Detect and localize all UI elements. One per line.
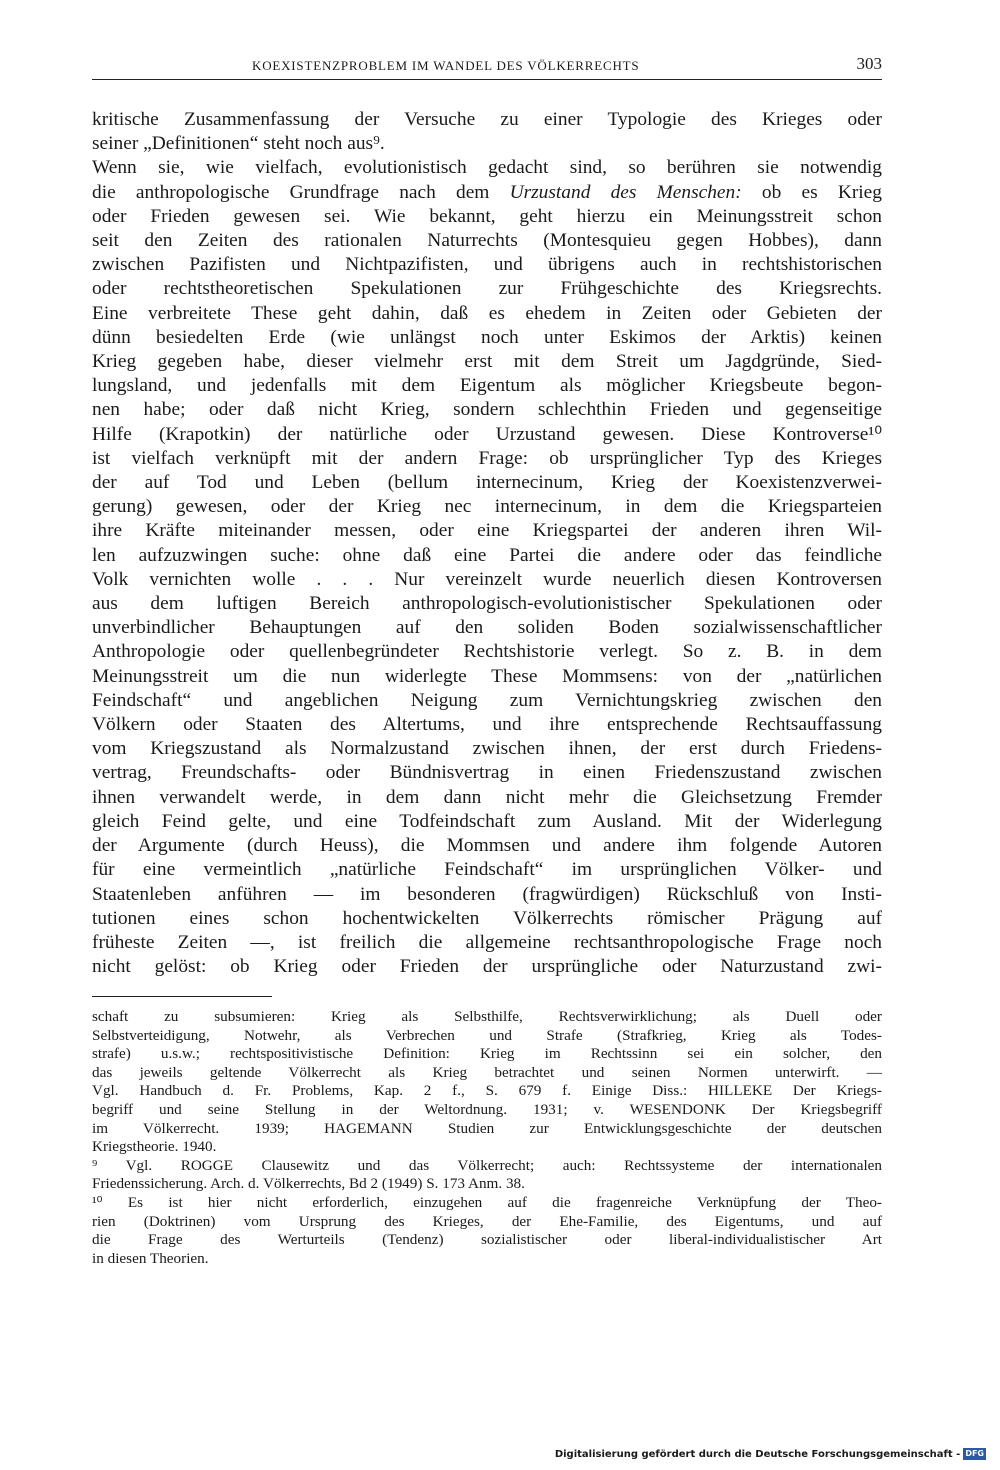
footnote-line: Friedenssicherung. Arch. d. Völkerrechts, Bd 2 (1949) S. 173 Anm. 38.	[92, 1175, 525, 1193]
footnote-line: Vgl. Handbuch d. Fr. Problems, Kap. 2 f., S. 679 f. Einige Diss.: HILLEKE Der Kriegs-	[92, 1082, 882, 1100]
body-line: unverbindlicher Behauptungen auf den soliden Boden sozialwissenschaftlicher	[92, 617, 882, 639]
footnote-line: ¹⁰ Es ist hier nicht erforderlich, einzugehen auf die fragenreiche Verknüpfung der Theo-	[92, 1193, 882, 1211]
credit-text: Digitalisierung gefördert durch die Deutsche Forschungsgemeinschaft -	[554, 1448, 961, 1460]
body-line: nicht gelöst: ob Krieg oder Frieden der ursprüngliche oder Naturzustand zwi-	[92, 956, 882, 978]
footnote-line: rien (Doktrinen) vom Ursprung des Krieges, der Ehe-Familie, des Eigentums, und auf	[92, 1212, 882, 1230]
footnote-line: schaft zu subsumieren: Krieg als Selbsthilfe, Rechtsverwirklichung; als Duell oder	[92, 1008, 882, 1025]
footnote-line: Kriegstheorie. 1940.	[92, 1138, 217, 1156]
body-line: Völkern oder Staaten des Altertums, und ihre entsprechende Rechtsauffassung	[92, 714, 882, 736]
body-line: der auf Tod und Leben (bellum internecinum, Krieg der Koexistenzverwei-	[92, 472, 882, 494]
footnote-line: begriff und seine Stellung in der Weltordnung. 1931; v. WESENDONK Der Kriegsbegriff	[92, 1100, 882, 1118]
footnote-rule	[92, 996, 272, 997]
body-line: len aufzuzwingen suche: ohne daß eine Partei die andere oder das feindliche	[92, 544, 882, 566]
digitization-credit	[555, 1448, 986, 1460]
footnote-line: ⁹ Vgl. ROGGE Clausewitz und das Völkerrecht; auch: Rechtssysteme der internationalen	[92, 1156, 882, 1174]
footnote-line: strafe) u.s.w.; rechtspositivistische Definition: Krieg im Rechtssinn sei ein solcher, den	[92, 1045, 882, 1063]
body-line: ist vielfach verknüpft mit der andern Frage: ob ursprünglicher Typ des Krieges	[92, 447, 882, 469]
body-line: vertrag, Freundschafts- oder Bündnisvertrag in einen Friedenszustand zwischen	[92, 762, 882, 784]
footnotes	[92, 1008, 882, 1268]
footnote-line: das jeweils geltende Völkerrecht als Krieg betrachtet und seinen Normen unterwirft. —	[92, 1063, 882, 1081]
body-line: oder rechtstheoretischen Spekulationen zur Frühgeschichte des Kriegsrechts.	[92, 278, 882, 300]
body-line: seiner „Definitionen“ steht noch aus⁹.	[92, 133, 385, 155]
body-line: gerung) gewesen, oder der Krieg nec internecinum, in dem die Kriegsparteien	[92, 496, 882, 518]
body-line: Staatenleben anführen — im besonderen (fragwürdigen) Rückschluß von Insti-	[92, 883, 882, 905]
emphasis: Urzustand des Menschen:	[509, 181, 742, 203]
footnote-line: in diesen Theorien.	[92, 1249, 209, 1267]
body-line: oder Frieden gewesen sei. Wie bekannt, geht hierzu ein Meinungsstreit schon	[92, 205, 882, 227]
body-text	[92, 108, 882, 979]
page-number: 303	[856, 54, 882, 73]
body-line: seit den Zeiten des rationalen Naturrechts (Montesquieu gegen Hobbes), dann	[92, 230, 882, 252]
body-line: Anthropologie oder quellenbegründeter Rechtshistorie verlegt. So z. B. in dem	[92, 641, 882, 663]
body-line: nen habe; oder daß nicht Krieg, sondern schlechthin Frieden und gegenseitige	[92, 399, 882, 421]
body-line: Feindschaft“ und angeblichen Neigung zum Vernichtungskrieg zwischen den	[92, 689, 882, 711]
footnote-line: die Frage des Werturteils (Tendenz) sozialistischer oder liberal-individualistischer Art	[92, 1231, 882, 1249]
body-line: aus dem luftigen Bereich anthropologisch-evolutionistischer Spekulationen oder	[92, 593, 882, 615]
body-line: zwischen Pazifisten und Nichtpazifisten, und übrigens auch in rechtshistorischen	[92, 254, 882, 276]
body-line: der Argumente (durch Heuss), die Mommsen und andere ihm folgende Autoren	[92, 835, 882, 857]
body-line: die anthropologische Grundfrage nach dem Urzustand des Menschen: ob es Krieg	[92, 181, 882, 203]
body-line: für eine vermeintlich „natürliche Feindschaft“ im ursprünglichen Völker- und	[92, 859, 882, 881]
body-line: Volk vernichten wolle . . . Nur vereinzelt wurde neuerlich diesen Kontroversen	[92, 568, 882, 590]
body-line: Krieg gegeben habe, dieser vielmehr erst mit dem Streit um Jagdgründe, Sied-	[92, 351, 882, 373]
body-line: Meinungsstreit um die nun widerlegte These Mommsens: von der „natürlichen	[92, 665, 882, 687]
body-line: lungsland, und jedenfalls mit dem Eigentum als möglicher Kriegsbeute begon-	[92, 375, 882, 397]
header-rule	[92, 79, 882, 80]
body-line: früheste Zeiten —, ist freilich die allgemeine rechtsanthropologische Frage noch	[92, 931, 882, 953]
body-line: ihre Kräfte miteinander messen, oder eine Kriegspartei der anderen ihren Wil-	[92, 520, 882, 542]
body-line: dünn besiedelten Erde (wie unlängst noch unter Eskimos der Arktis) keinen	[92, 326, 882, 348]
body-line: ihnen verwandelt werde, in dem dann nicht mehr die Gleichsetzung Fremder	[92, 786, 882, 808]
footnote-line: Selbstverteidigung, Notwehr, als Verbrechen und Strafe (Strafkrieg, Krieg als Todes-	[92, 1026, 882, 1044]
body-line: kritische Zusammenfassung der Versuche zu einer Typologie des Krieges oder	[92, 109, 882, 130]
body-line: Wenn sie, wie vielfach, evolutionistisch gedacht sind, so berühren sie notwendig	[92, 157, 882, 179]
running-title: KOEXISTENZPROBLEM IM WANDEL DES VÖLKERRECHTS	[252, 58, 640, 73]
body-line: vom Kriegszustand als Normalzustand zwischen ihnen, der erst durch Friedens-	[92, 738, 882, 760]
body-line: Hilfe (Krapotkin) der natürliche oder Urzustand gewesen. Diese Kontroverse¹⁰	[92, 423, 882, 445]
running-header	[92, 52, 882, 80]
dfg-logo: DFG	[965, 1449, 984, 1458]
footnote-line: im Völkerrecht. 1939; HAGEMANN Studien zur Entwicklungsgeschichte der deutschen	[92, 1119, 882, 1137]
body-line: tutionen eines schon hochentwickelten Völkerrechts römischer Prägung auf	[92, 907, 882, 929]
body-line: gleich Feind gelte, und eine Todfeindschaft zum Ausland. Mit der Widerlegung	[92, 810, 882, 832]
body-line: Eine verbreitete These geht dahin, daß es ehedem in Zeiten oder Gebieten der	[92, 302, 882, 324]
